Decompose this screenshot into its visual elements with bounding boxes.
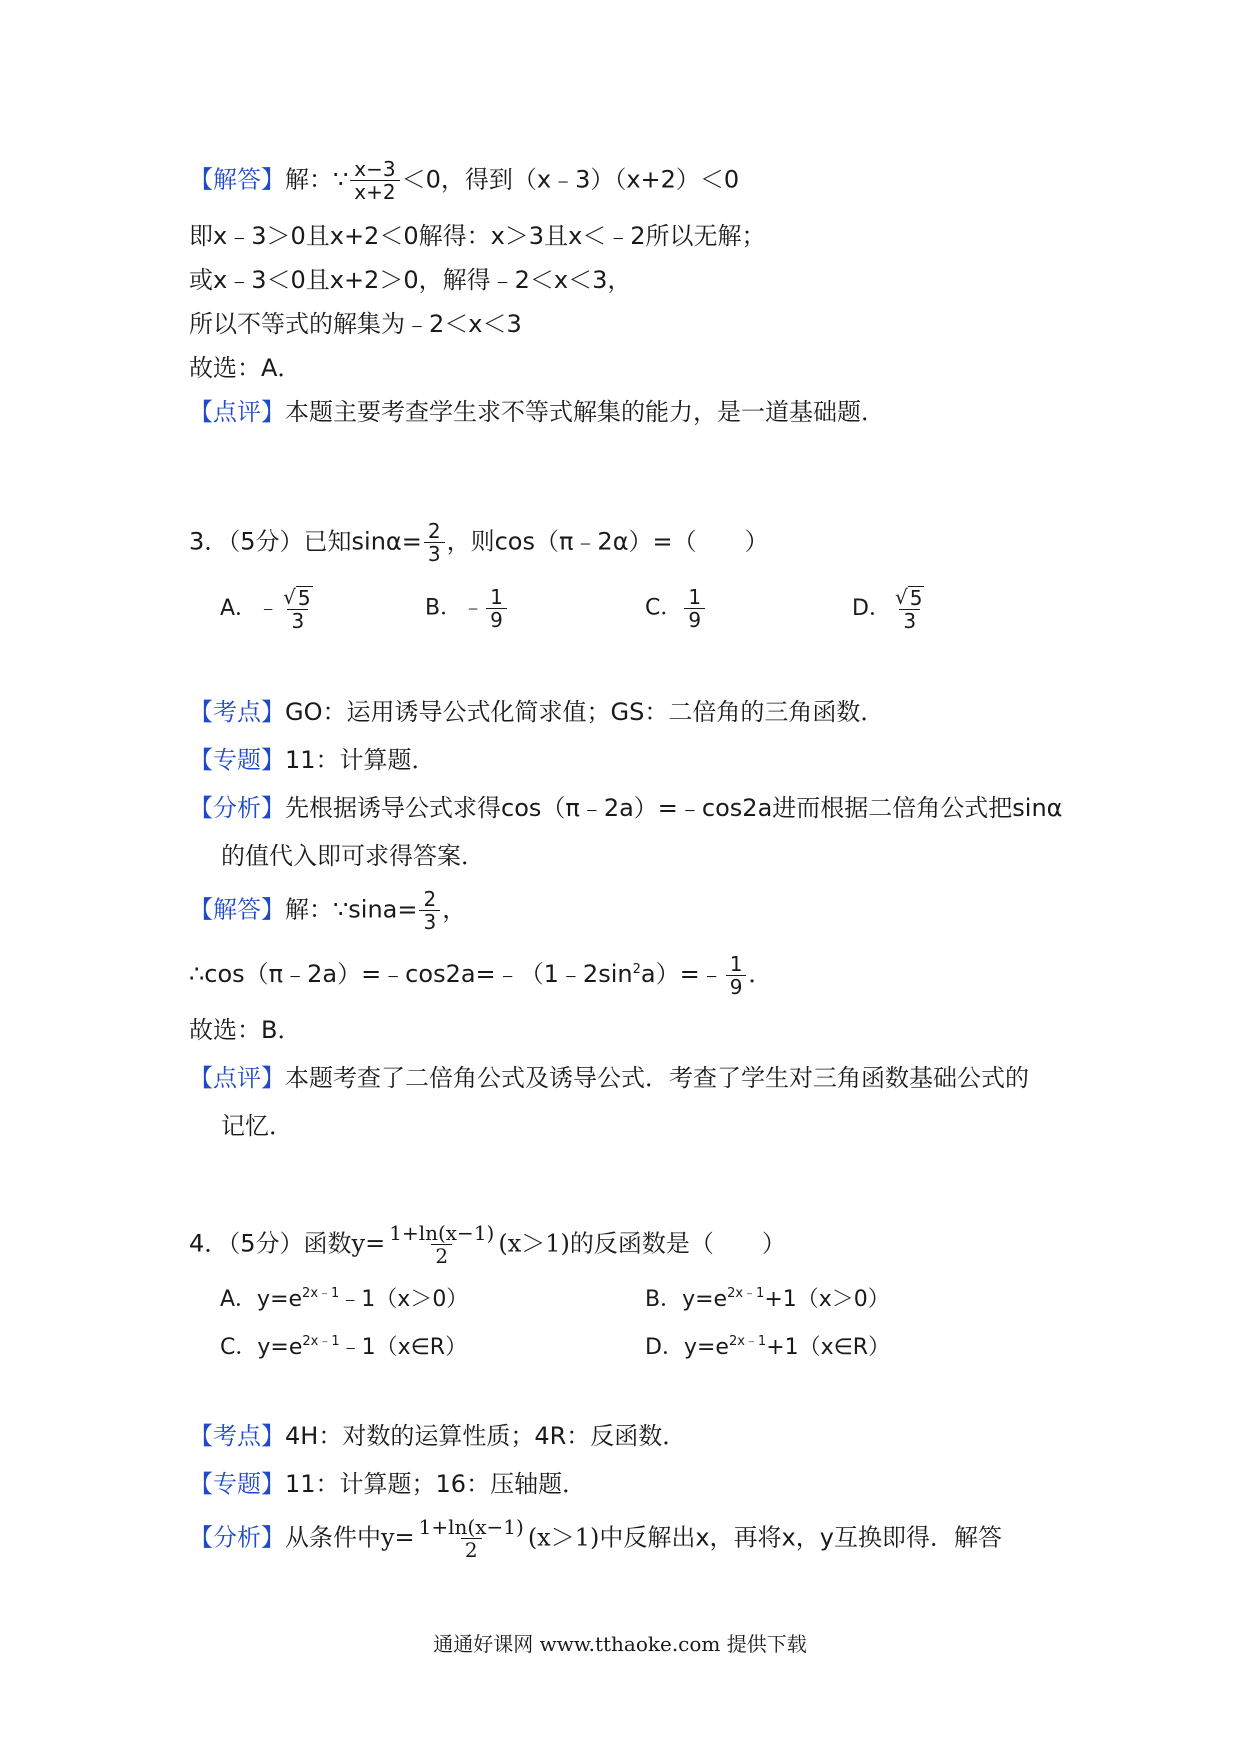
q4-option-d: D．$y=e^{2x﹣1}+1(x\in R)$ bbox=[645, 1334, 891, 1360]
q4-option-b: B．$y=e^{2x﹣1}+1(x>0)$ bbox=[645, 1286, 890, 1312]
q2-comment: 【点评】本题主要考查学生求不等式解集的能力，是一道基础题． bbox=[189, 398, 885, 426]
answer-tag: 【解答】 bbox=[189, 165, 285, 194]
q3-derivation: $\therefore\cos(\pi﹣2a)=﹣\cos 2a=﹣(1﹣2\sin^2a)=﹣$ $\frac{1}{9}$ ． bbox=[189, 951, 773, 999]
q4-option-a: A．$y=e^{2x﹣1}﹣1(x>0)$ bbox=[220, 1286, 469, 1312]
point-tag: 【考点】 bbox=[189, 1422, 285, 1450]
topic-tag: 【专题】 bbox=[189, 746, 285, 774]
fraction: $\frac{1+\ln(x-1)}{2}$ bbox=[389, 1221, 495, 1268]
q3-option-b: B．﹣ $\frac{1}{9}$ bbox=[425, 586, 509, 631]
q3-analysis: 【分析】先根据诱导公式求得cos（π﹣2a）=﹣cos2a进而根据二倍角公式把sinα bbox=[189, 794, 1063, 822]
fraction: $\frac{2}{3}$ bbox=[424, 520, 445, 565]
q4-option-c: C．$y=e^{2x﹣1}﹣1(x\in R)$ bbox=[220, 1334, 468, 1360]
topic-tag: 【专题】 bbox=[189, 1470, 285, 1498]
sqrt-symbol: √ 5 bbox=[283, 585, 311, 610]
page-footer: 通通好课网 www.tthaoke.com 提供下载 bbox=[433, 1632, 807, 1656]
fraction: √ 5 3 bbox=[283, 585, 311, 633]
analysis-tag: 【分析】 bbox=[189, 1523, 285, 1552]
q3-comment-cont: 记忆． bbox=[221, 1112, 293, 1140]
fraction: $\frac{2}{3}$ bbox=[419, 888, 440, 933]
q3-solution: 【解答】解：∵sina= $\frac{2}{3}$ ， bbox=[189, 887, 467, 934]
q3-choice: 故选：B． bbox=[189, 1016, 302, 1044]
q3-comment: 【点评】本题考查了二倍角公式及诱导公式．考查了学生对三角函数基础公式的 bbox=[189, 1064, 1029, 1092]
sqrt-symbol: √ 5 bbox=[894, 585, 923, 610]
fraction: $\frac{x-3}{x+2}$ bbox=[350, 158, 399, 203]
fraction: $\frac{1}{9}$ bbox=[684, 586, 705, 631]
q3-option-a: A．﹣ √ 5 3 bbox=[220, 586, 317, 632]
q2-solution-line3: 或x﹣3＜0且x+2＞0，解得﹣2＜x＜3， bbox=[189, 266, 632, 294]
q4-topic: 【专题】11：计算题；16：压轴题． bbox=[189, 1470, 587, 1498]
q4-analysis: 【分析】从条件中y= $\frac{1+\ln(x-1)}{2}$ (x＞1)中反解出x，再将x，y互换即得．解答 bbox=[189, 1515, 1002, 1562]
q3-option-d: D． √ 5 3 bbox=[852, 586, 928, 632]
q3-point: 【考点】GO：运用诱导公式化简求值；GS：二倍角的三角函数． bbox=[189, 698, 885, 726]
analysis-tag: 【分析】 bbox=[189, 794, 285, 822]
q2-solution-line2: 即x﹣3＞0且x+2＜0解得：x＞3且x＜﹣2所以无解； bbox=[189, 222, 766, 250]
q2-solution-line1 bbox=[189, 158, 739, 203]
q2-solution-line4: 所以不等式的解集为﹣2＜x＜3 bbox=[189, 310, 522, 338]
q2-choice: 故选：A． bbox=[189, 354, 302, 382]
text: 解：∵ bbox=[285, 165, 349, 194]
point-tag: 【考点】 bbox=[189, 698, 285, 726]
q3-stem: 3．（5分）已知sinα= $\frac{2}{3}$ ，则cos（π﹣2α）=（ ） bbox=[189, 519, 769, 566]
q4-stem: 4．（5分）函数y= $\frac{1+\ln(x-1)}{2}$ (x＞1)的反函数是（ ） bbox=[189, 1221, 786, 1268]
text: ＜0，得到（x﹣3）（x+2）＜0 bbox=[401, 165, 740, 194]
comment-tag: 【点评】 bbox=[189, 398, 285, 426]
q3-option-c: C． $\frac{1}{9}$ bbox=[645, 586, 707, 631]
fraction: $\frac{1}{9}$ bbox=[726, 953, 747, 998]
q4-point: 【考点】4H：对数的运算性质；4R：反函数． bbox=[189, 1422, 687, 1450]
fraction: $\frac{1}{9}$ bbox=[486, 586, 507, 631]
comment-tag: 【点评】 bbox=[189, 1064, 285, 1092]
fraction: $\frac{1+\ln(x-1)}{2}$ bbox=[418, 1515, 524, 1562]
q3-analysis-cont: 的值代入即可求得答案． bbox=[221, 842, 485, 870]
q3-topic: 【专题】11：计算题． bbox=[189, 746, 436, 774]
answer-tag: 【解答】 bbox=[189, 895, 285, 924]
fraction: √ 5 3 bbox=[894, 585, 923, 633]
